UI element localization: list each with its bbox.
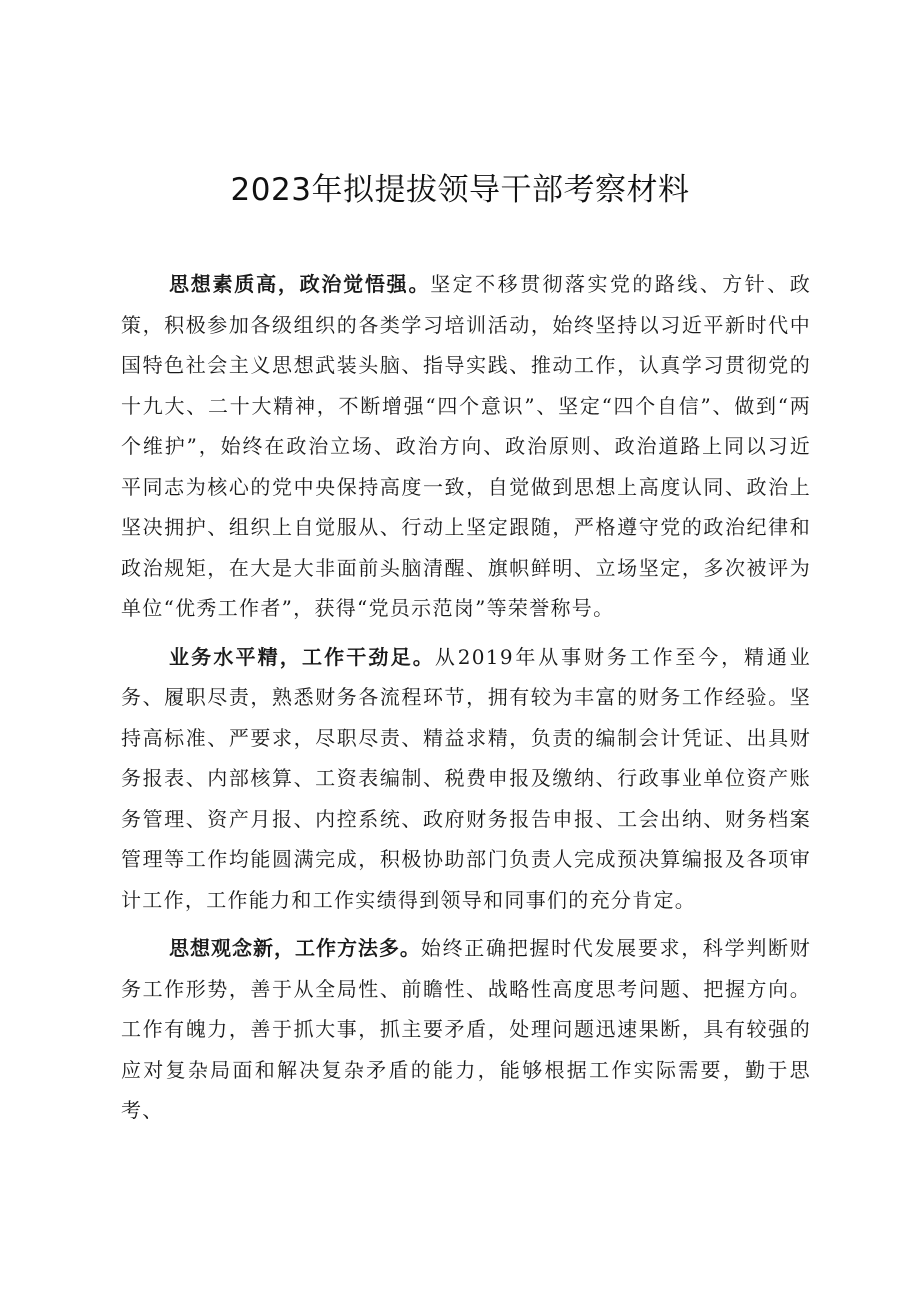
paragraph-heading: 思想素质高，政治觉悟强。 bbox=[169, 272, 431, 296]
paragraph-new-ideas bbox=[121, 928, 811, 1131]
paragraph-heading: 思想观念新，工作方法多。 bbox=[169, 936, 421, 960]
paragraph-political-quality bbox=[121, 264, 811, 629]
paragraph-heading: 业务水平精，工作干劲足。 bbox=[169, 644, 435, 669]
paragraph-business-level bbox=[121, 637, 811, 921]
document-body bbox=[121, 264, 811, 1139]
document-title: 2023年拟提拔领导干部考察材料 bbox=[230, 172, 690, 208]
paragraph-text: 坚定不移贯彻落实党的路线、方针、政策，积极参加各级组织的各类学习培训活动，始终坚持以习近平新时代中国特色社会主义思想武装头脑、指导实践、推动工作，认真学习贯彻党的十九大、二十大精神，不断增强“四个意识”、坚定“四个自信”、做到“两个维护”，始终在政治立场、政治方向、政治原则、政治道路上同以习近平同志为核心的党中央保持高度一致，自觉做到思想上高度认同、政治上坚决拥护、组织上自觉服从、行动上坚定跟随，严格遵守党的政治纪律和政治规矩，在大是大非面前头脑清醒、旗帜鲜明、立场坚定，多次被评为单位“优秀工作者”，获得“党员示范岗”等荣誉称号。 bbox=[121, 272, 811, 620]
paragraph-text: 始终正确把握时代发展要求，科学判断财务工作形势，善于从全局性、前瞻性、战略性高度思考问题、把握方向。工作有魄力，善于抓大事，抓主要矛盾，处理问题迅速果断，具有较强的应对复杂局面和解决复杂矛盾的能力，能够根据工作实际需要，勤于思考、 bbox=[121, 936, 811, 1122]
paragraph-text: 从2019年从事财务工作至今，精通业务、履职尽责，熟悉财务各流程环节，拥有较为丰富的财务工作经验。坚持高标准、严要求，尽职尽责、精益求精，负责的编制会计凭证、出具财务报表、内部核算、工资表编制、税费申报及缴纳、行政事业单位资产账务管理、资产月报、内控系统、政府财务报告申报、工会出纳、财务档案管理等工作均能圆满完成，积极协助部门负责人完成预决算编报及各项审计工作，工作能力和工作实绩得到领导和同事们的充分肯定。 bbox=[121, 644, 811, 912]
